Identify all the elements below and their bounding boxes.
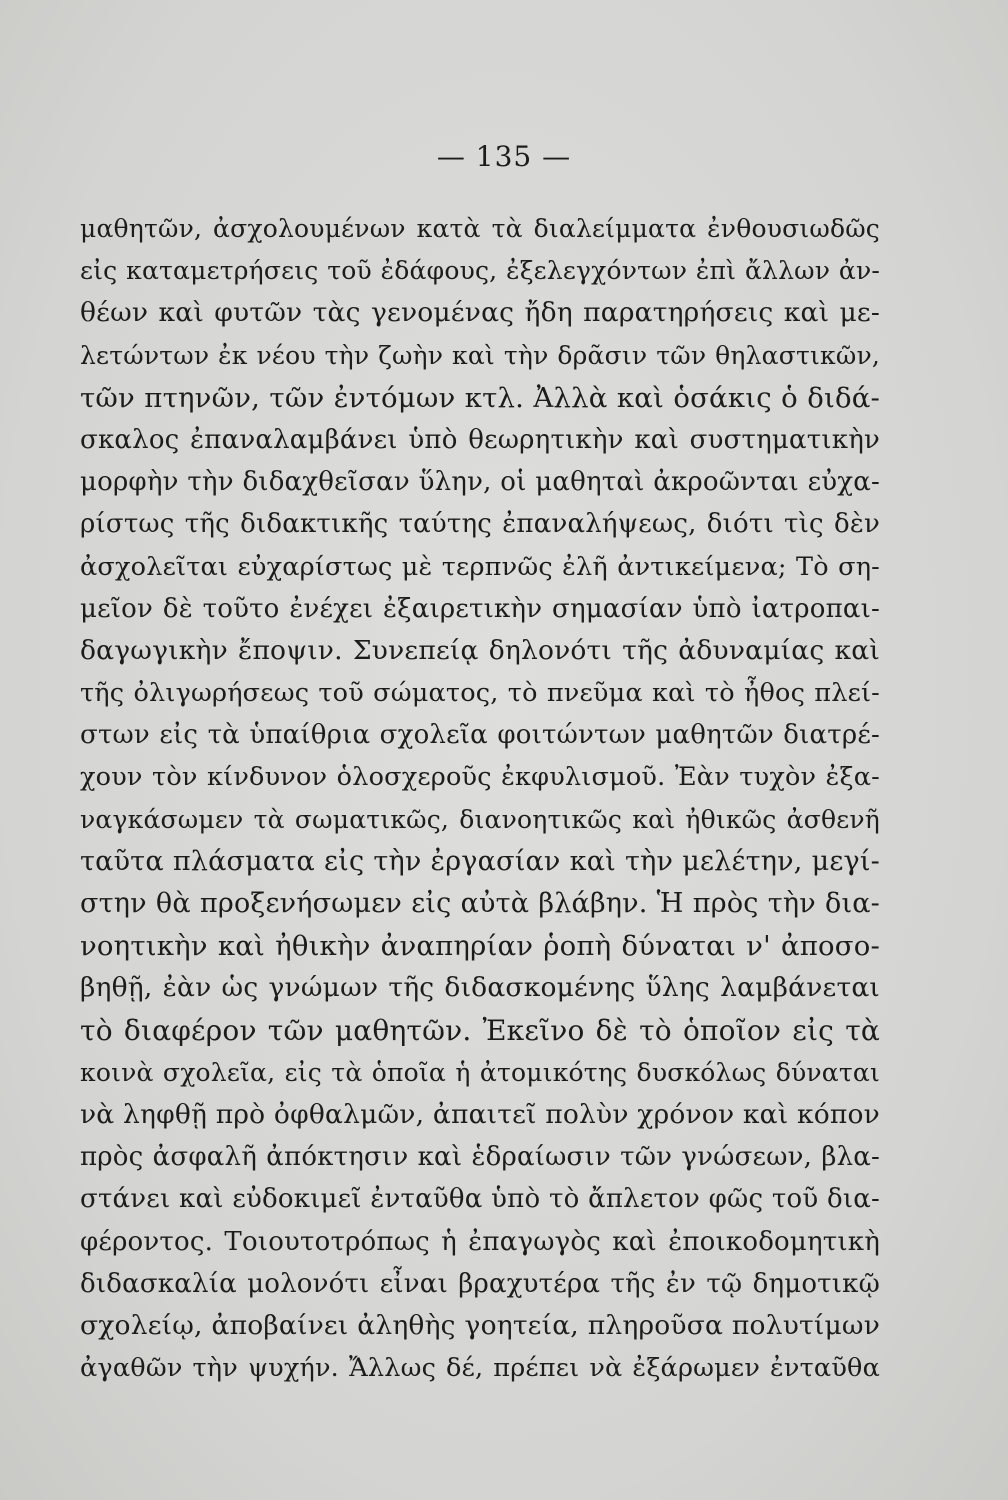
text-line: ρίστως τῆς διδακτικῆς ταύτης ἐπαναλήψεως, διότι τὶς δὲν: [80, 509, 880, 540]
text-line: ταῦτα πλάσματα εἰς τὴν ἐργασίαν καὶ τὴν μελέτην, μεγί-: [80, 845, 880, 877]
text-line: πρὸς ἀσφαλῆ ἀπόκτησιν καὶ ἑδραίωσιν τῶν γνώσεων, βλα-: [80, 1142, 880, 1173]
text-line: βηθῇ, ἐὰν ὡς γνώμων τῆς διδασκομένης ὕλης λαμβάνεται: [80, 972, 880, 1004]
text-line: σκαλος ἐπαναλαμβάνει ὑπὸ θεωρητικὴν καὶ συστηματικὴν: [80, 424, 880, 455]
text-line: μορφὴν τὴν διδαχθεῖσαν ὕλην, οἱ μαθηταὶ ἀκροῶνται εὐχα-: [80, 467, 880, 498]
text-line: θέων καὶ φυτῶν τὰς γενομένας ἤδη παρατηρήσεις καὶ με-: [80, 297, 880, 329]
text-line: νοητικὴν καὶ ἠθικὴν ἀναπηρίαν ῥοπὴ δύναται ν' ἀποσο-: [80, 930, 880, 963]
text-line: ἀσχολεῖται εὐχαρίστως μὲ τερπνῶς ἐλῆ ἀντικείμενα; Τὸ ση-: [80, 551, 880, 582]
text-line: στάνει καὶ εὐδοκιμεῖ ἐνταῦθα ὑπὸ τὸ ἄπλετον φῶς τοῦ δια-: [80, 1184, 880, 1215]
text-line: κοινὰ σχολεῖα, εἰς τὰ ὁποῖα ἡ ἀτομικότης δυσκόλως δύναται: [80, 1057, 880, 1087]
text-line: ναγκάσωμεν τὰ σωματικῶς, διανοητικῶς καὶ ἠθικῶς ἀσθενῆ: [80, 804, 880, 834]
text-line: μαθητῶν, ἀσχολουμένων κατὰ τὰ διαλείμματα ἐνθουσιωδῶς: [80, 214, 880, 243]
body-text: [80, 208, 880, 1389]
text-line: τὸ διαφέρον τῶν μαθητῶν. Ἐκεῖνο δὲ τὸ ὁποῖον εἰς τὰ: [80, 1013, 880, 1047]
text-line: δαγωγικὴν ἔποψιν. Συνεπείᾳ δηλονότι τῆς ἀδυναμίας καὶ: [80, 634, 880, 666]
text-line: νὰ ληφθῇ πρὸ ὀφθαλμῶν, ἀπαιτεῖ πολὺν χρόνον καὶ κόπον: [80, 1098, 880, 1130]
text-line: εἰς καταμετρήσεις τοῦ ἐδάφους, ἐξελεγχόντων ἐπὶ ἄλλων ἀν-: [80, 256, 880, 286]
text-line: στην θὰ προξενήσωμεν εἰς αὐτὰ βλάβην. Ἡ πρὸς τὴν δια-: [80, 888, 880, 919]
page-number: — 135 —: [436, 140, 572, 173]
text-line: λετώντων ἐκ νέου τὴν ζωὴν καὶ τὴν δρᾶσιν τῶν θηλαστικῶν,: [80, 340, 880, 370]
text-line: ἀγαθῶν τὴν ψυχήν. Ἄλλως δέ, πρέπει νὰ ἐξάρωμεν ἐνταῦθα: [80, 1353, 880, 1384]
text-line: διδασκαλία μολονότι εἶναι βραχυτέρα τῆς ἐν τῷ δημοτικῷ: [80, 1268, 880, 1299]
text-line: τῆς ὀλιγωρήσεως τοῦ σώματος, τὸ πνεῦμα καὶ τὸ ἦθος πλεί-: [80, 678, 880, 709]
text-line: μεῖον δὲ τοῦτο ἐνέχει ἐξαιρετικὴν σημασίαν ὑπὸ ἰατροπαι-: [80, 593, 880, 624]
text-line: χουν τὸν κίνδυνον ὁλοσχεροῦς ἐκφυλισμοῦ. Ἐὰν τυχὸν ἐξα-: [80, 762, 880, 793]
text-line: τῶν πτηνῶν, τῶν ἐντόμων κτλ. Ἀλλὰ καὶ ὁσάκις ὁ διδά-: [80, 381, 880, 414]
text-line: φέροντος. Τοιουτοτρόπως ἡ ἐπαγωγὸς καὶ ἐποικοδομητικὴ: [80, 1226, 880, 1257]
text-line: σχολείῳ, ἀποβαίνει ἀληθὴς γοητεία, πληροῦσα πολυτίμων: [80, 1309, 880, 1341]
text-line: στων εἰς τὰ ὑπαίθρια σχολεῖα φοιτώντων μαθητῶν διατρέ-: [80, 720, 880, 751]
